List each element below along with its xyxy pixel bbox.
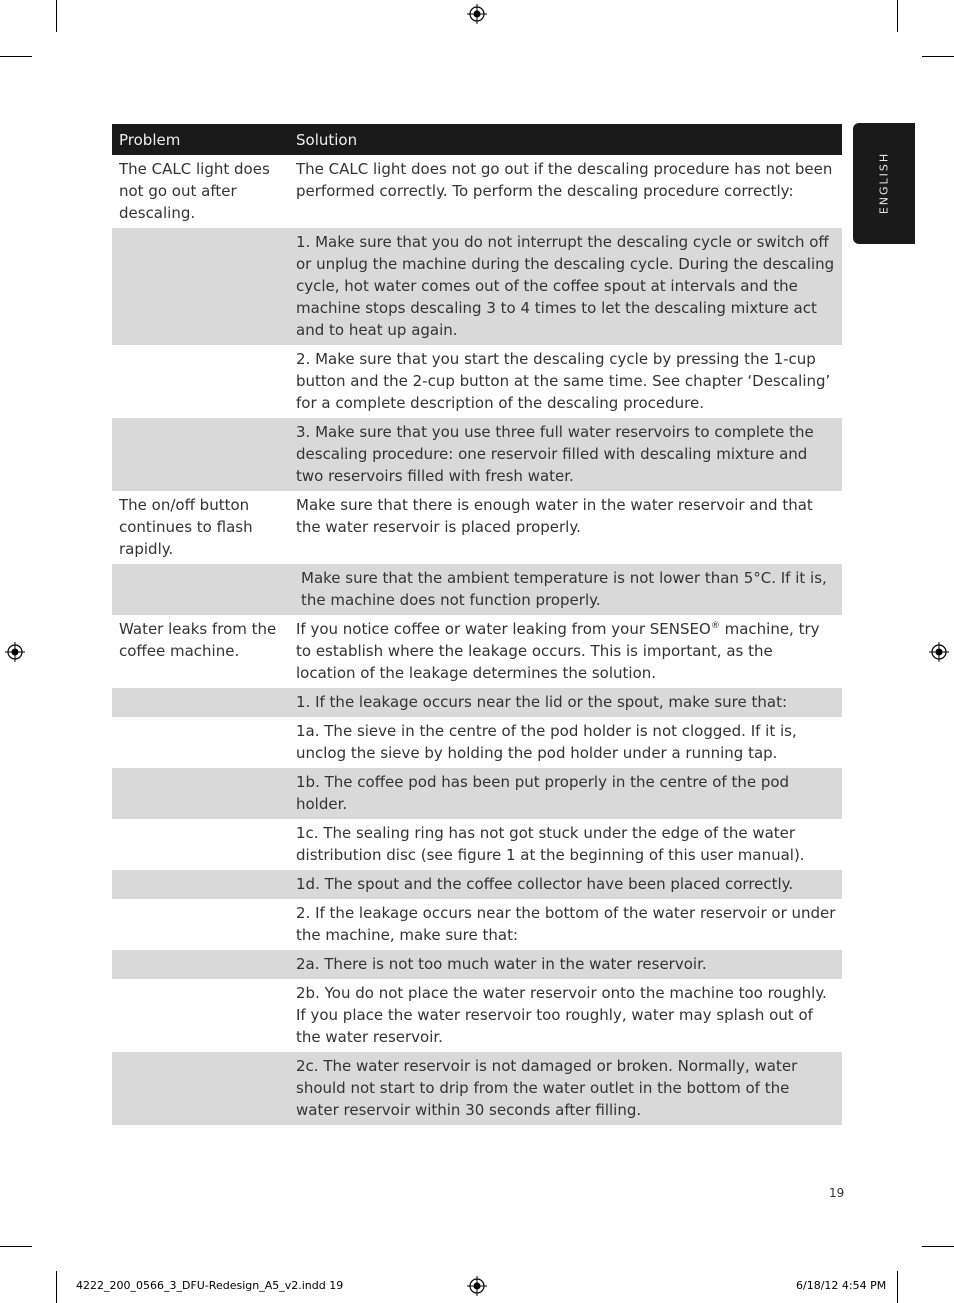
solution-text: Make sure that the ambient temperature is not lower than 5°C. If it is, the machine does not function properly. [301,569,827,609]
table-row [112,717,842,768]
table-row [112,564,842,615]
table-row [112,491,842,564]
solution-cell: 1d. The spout and the coffee collector have been placed correctly. [296,875,794,893]
table-row [112,768,842,819]
header-problem: Problem [119,130,181,149]
troubleshooting-table [112,124,842,1125]
solution-cell: 3. Make sure that you use three full water reservoirs to complete the descaling procedure: one reservoir filled with descaling mixture and two reservoirs filled with fresh water. [296,423,814,485]
table-row [112,950,842,979]
solution-cell: 2. Make sure that you start the descaling cycle by pressing the 1-cup button and the 2-cup button at the same time. See chapter ‘Descaling’ for a complete description of the descaling procedure. [296,350,831,412]
table-row [112,155,842,228]
table-row [112,228,842,345]
table-row [112,615,842,688]
table-header [112,124,842,155]
solution-cell: 1c. The sealing ring has not got stuck under the edge of the water distribution disc (see figure 1 at the beginning of this user manual). [296,824,805,864]
problem-cell [112,899,289,950]
solution-cell: 2a. There is not too much water in the water reservoir. [296,955,707,973]
problem-cell [112,688,289,717]
problem-cell [112,768,289,819]
registration-mark-icon [467,4,487,24]
solution-cell: The CALC light does not go out if the descaling procedure has not been performed correctly. To perform the descaling procedure correctly: [296,160,833,200]
registration-mark-icon [5,642,25,662]
table-row [112,870,842,899]
page-number: 19 [829,1186,845,1200]
language-tab-label: ENGLISH [877,151,891,215]
solution-cell: 2c. The water reservoir is not damaged or broken. Normally, water should not start to drip from the water outlet in the bottom of the water reservoir within 30 seconds after filling. [296,1057,798,1119]
registration-mark-icon [929,642,949,662]
solution-cell: 1b. The coffee pod has been put properly in the centre of the pod holder. [296,773,790,813]
problem-cell: The CALC light does not go out after descaling. [119,160,270,222]
table-row [112,979,842,1052]
problem-cell [112,950,289,979]
header-solution: Solution [296,130,358,149]
problem-cell [112,228,289,345]
solution-cell: 1. Make sure that you do not interrupt the descaling cycle or switch off or unplug the machine during the descaling cycle. During the descaling cycle, hot water comes out of the coffee spout at intervals and the machine stops descaling 3 to 4 times to let the descaling mixture act and to heat up again. [296,233,835,339]
registered-mark: ® [710,621,720,631]
solution-cell [289,615,842,688]
crop-mark [0,1246,32,1247]
crop-mark [922,56,954,57]
solution-cell: 1a. The sieve in the centre of the pod holder is not clogged. If it is, unclog the sieve by holding the pod holder under a running tap. [296,722,797,762]
problem-cell [112,717,289,768]
crop-mark [56,1271,57,1303]
problem-cell [112,979,289,1052]
table-row [112,899,842,950]
problem-cell: The on/off button continues to flash rapidly. [119,496,253,558]
table-row [112,819,842,870]
table-row [112,688,842,717]
solution-cell: 1. If the leakage occurs near the lid or the spout, make sure that: [296,693,788,711]
problem-cell [112,819,289,870]
footer-file-info: 4222_200_0566_3_DFU-Redesign_A5_v2.indd 19 [76,1279,344,1292]
crop-mark [56,0,57,32]
problem-cell [112,418,289,491]
table-row [112,345,842,418]
problem-cell [112,345,289,418]
solution-cell [289,564,842,615]
solution-cell [289,979,842,1052]
crop-mark [922,1246,954,1247]
problem-cell [112,1052,289,1125]
solution-text: 2b. You do not place the water reservoir onto the machine too roughly. [296,984,827,1002]
problem-cell [112,870,289,899]
crop-mark [897,1271,898,1303]
table-row [112,1052,842,1125]
language-tab [853,123,915,244]
solution-text: If you notice coffee or water leaking from your SENSEO [296,620,711,638]
problem-cell [112,564,289,615]
footer-timestamp: 6/18/12 4:54 PM [796,1279,887,1292]
registration-mark-icon [467,1276,487,1296]
crop-mark [897,0,898,32]
solution-text: If you place the water reservoir too roughly, water may splash out of the water reservoir. [296,1006,813,1046]
table-row [112,418,842,491]
crop-mark [0,56,32,57]
solution-cell: 2. If the leakage occurs near the bottom of the water reservoir or under the machine, make sure that: [296,904,836,944]
problem-cell: Water leaks from the coffee machine. [119,620,277,660]
solution-cell: Make sure that there is enough water in the water reservoir and that the water reservoir is placed properly. [296,496,813,536]
solution-text: machine, try to establish where the leakage occurs. This is important, as the location of the leakage determines the solution. [296,620,820,682]
